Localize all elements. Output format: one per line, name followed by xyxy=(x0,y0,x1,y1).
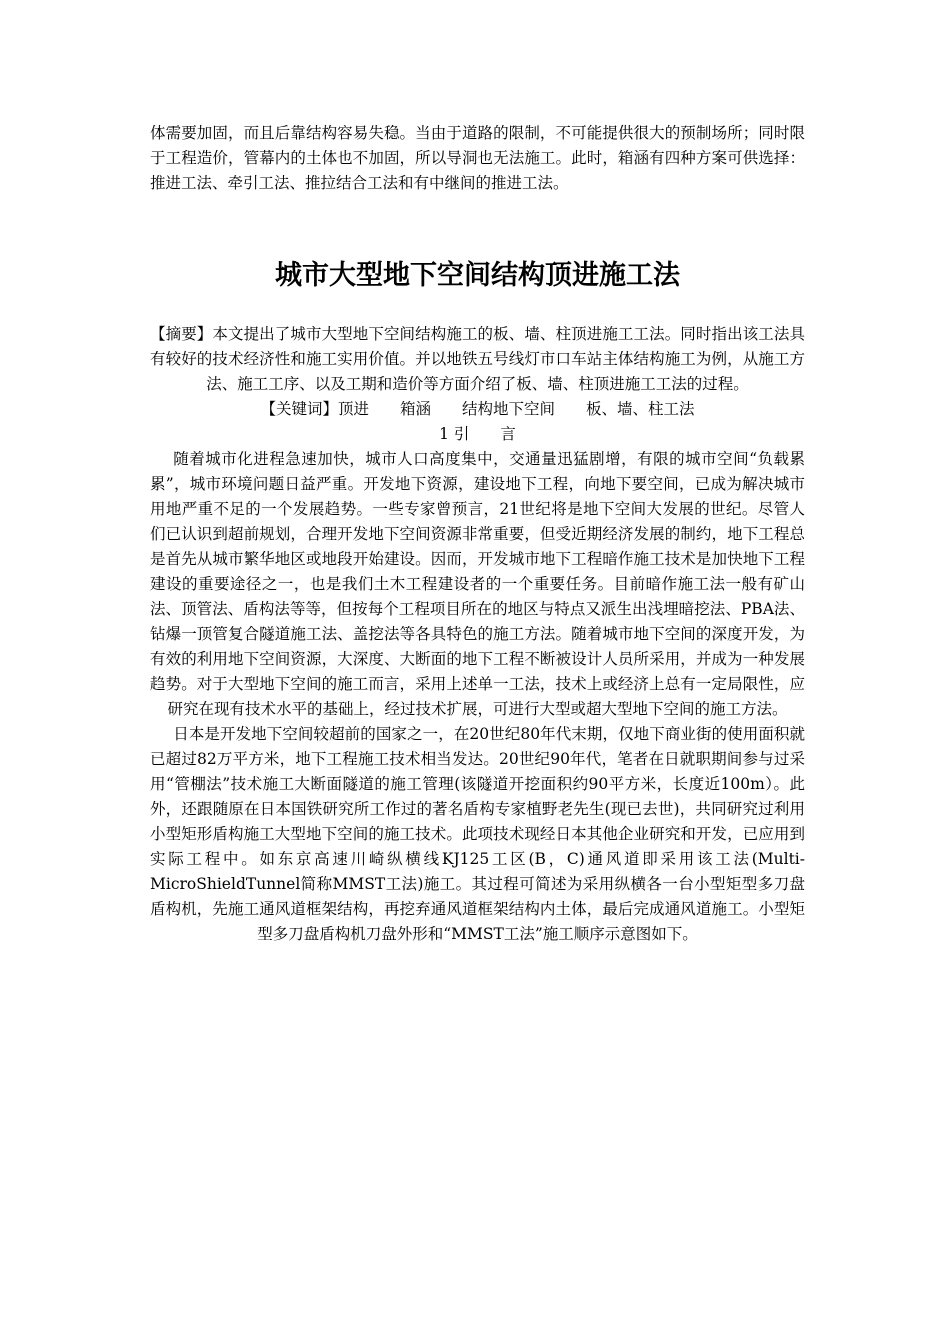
body-paragraph-1: 随着城市化进程急速加快，城市人口高度集中，交通量迅猛剧增，有限的城市空间“负载累累”，城市环境问题日益严重。开发地下资源，建设地下工程，向地下要空间，已成为解决城市用地严重不足的一个发展趋势。一些专家曾预言，21世纪将是地下空间大发展的世纪。尽管人们已认识到超前规划，合理开发地下空间资源非常重要，但受近期经济发展的制约，地下工程总是首先从城市繁华地区或地段开始建设。因而，开发城市地下工程暗作施工技术是加快地下工程建设的重要途径之一，也是我们土木工程建设者的一个重要任务。目前暗作施工法一般有矿山法、顶管法、盾构法等等，但按每个工程项目所在的地区与特点又派生出浅埋暗挖法、PBA法、钻爆一顶管复合隧道施工法、盖挖法等各具特色的施工方法。随着城市地下空间的深度开发，为有效的利用地下空间资源，大深度、大断面的地下工程不断被设计人员所采用，并成为一种发展趋势。对于大型地下空间的施工而言，采用上述单一工法，技术上或经济上总有一定局限性，应研究在现有技术水平的基础上，经过技术扩展，可进行大型或超大型地下空间的施工方法。 xyxy=(150,450,805,718)
section-heading-introduction: 1 引 言 xyxy=(439,425,516,443)
keywords-line: 【关键词】顶进 箱涵 结构地下空间 板、墙、柱工法 xyxy=(260,400,695,418)
body-paragraph-2: 日本是开发地下空间较超前的国家之一，在20世纪80年代末期，仅地下商业街的使用面积就已超过82万平方米，地下工程施工技术相当发达。20世纪90年代，笔者在日就职期间参与过采用“管棚法”技术施工大断面隧道的施工管理(该隧道开挖面积约90平方米，长度近100m）。此外，还跟随原在日本国铁研究所工作过的著名盾构专家植野老先生(现已去世)，共同研究过利用小型矩形盾构施工大型地下空间的施工技术。此项技术现经日本其他企业研究和开发，已应用到实际工程中。如东京高速川崎纵横线KJ125工区(B，C)通风道即采用该工法(Multi-MicroShieldTunnel简称MMST工法)施工。其过程可简述为采用纵横各一台小型矩型多刀盘盾构机，先施工通风道框架结构，再挖弃通风道框架结构内土体，最后完成通风道施工。小型矩型多刀盘盾构机刀盘外形和“MMST工法”施工顺序示意图如下。 xyxy=(150,725,805,943)
abstract-paragraph: 【摘要】本文提出了城市大型地下空间结构施工的板、墙、柱顶进施工工法。同时指出该工法具有较好的技术经济性和施工实用价值。并以地铁五号线灯市口车站主体结构施工为例，从施工方法、施工工序、以及工期和造价等方面介绍了板、墙、柱顶进施工工法的过程。 xyxy=(150,325,805,393)
document-page xyxy=(150,121,805,947)
document-title: 城市大型地下空间结构顶进施工法 xyxy=(275,260,680,291)
intro-paragraph: 体需要加固，而且后靠结构容易失稳。当由于道路的限制，不可能提供很大的预制场所；同时限于工程造价，管幕内的土体也不加固，所以导洞也无法施工。此时，箱涵有四种方案可供选择：推进工法、牵引工法、推拉结合工法和有中继间的推进工法。 xyxy=(150,124,805,192)
